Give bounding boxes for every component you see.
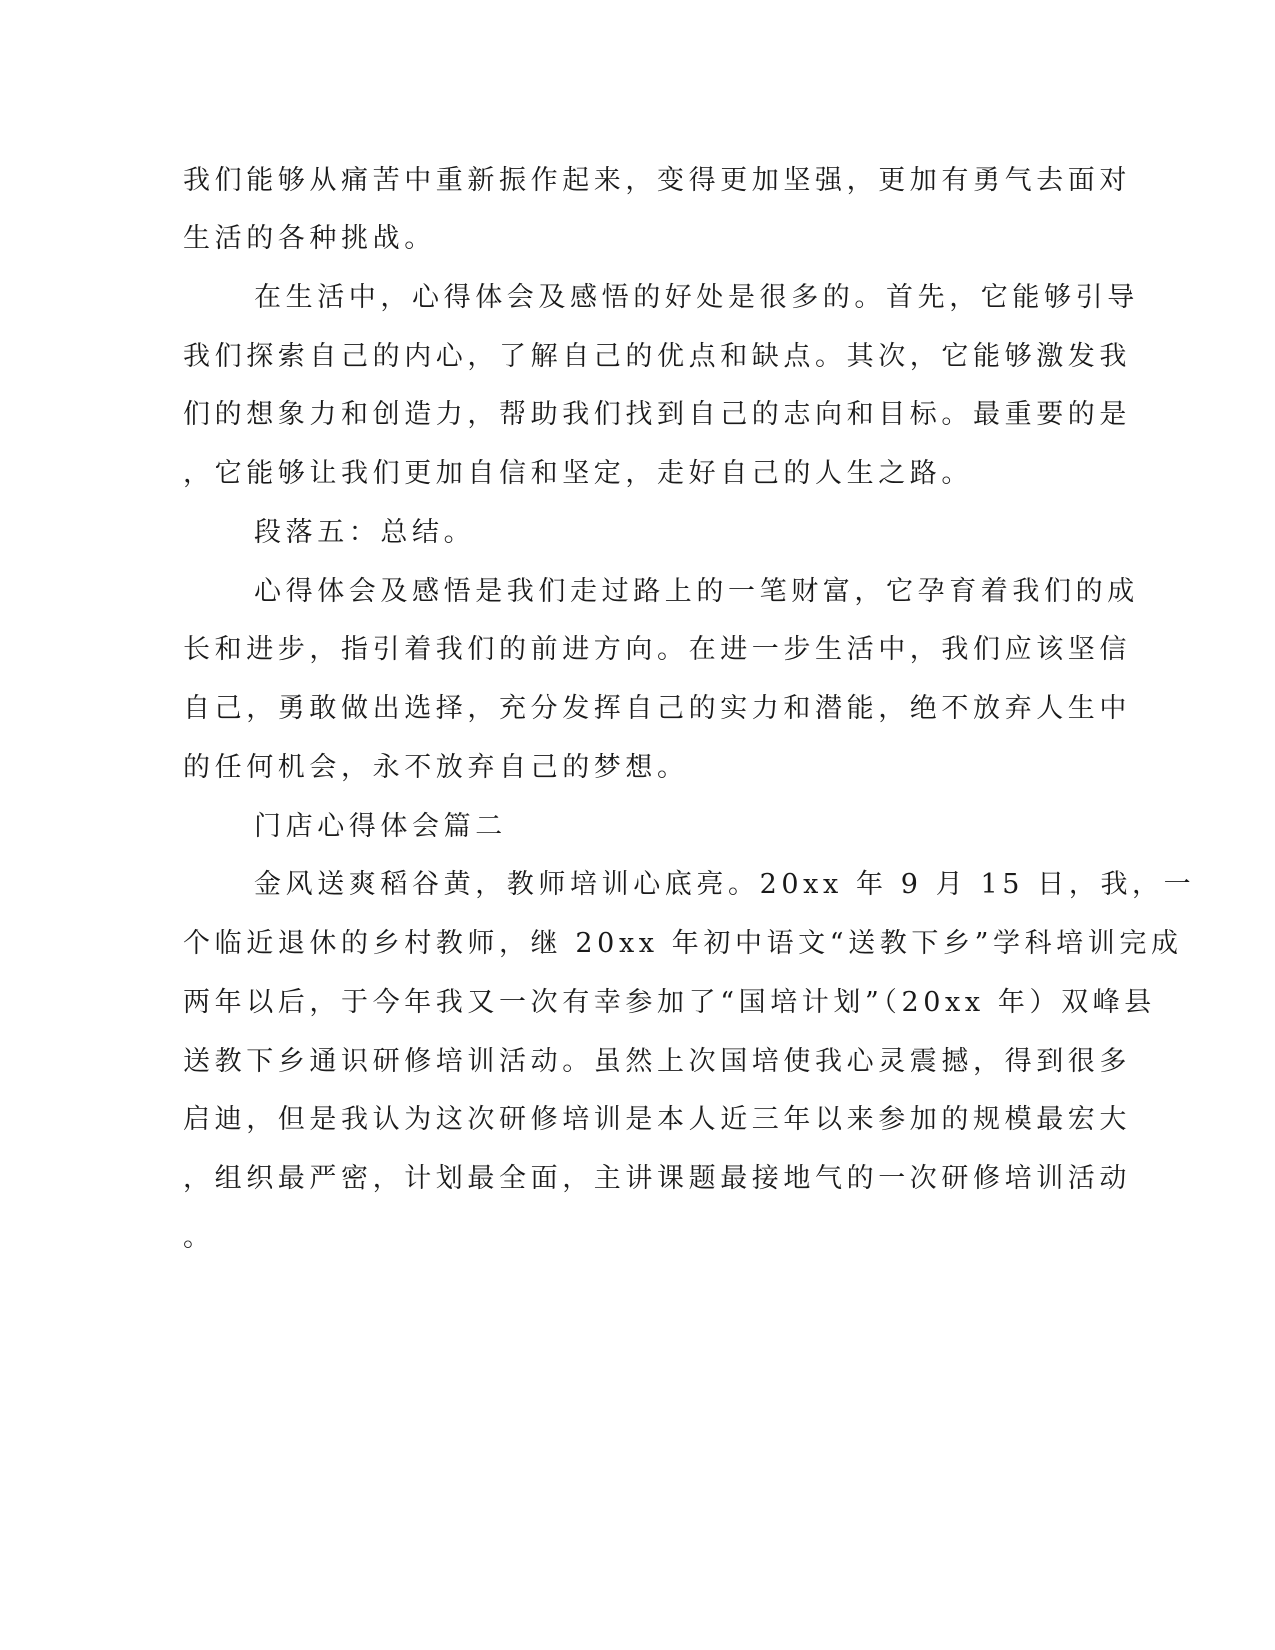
section-heading: 段落五：总结。	[254, 517, 476, 548]
section-heading: 门店心得体会篇二	[254, 811, 507, 842]
text-line: 在生活中，心得体会及感悟的好处是很多的。首先，它能够引导	[254, 282, 1139, 313]
text-line: 长和进步，指引着我们的前进方向。在进一步生活中，我们应该坚信	[183, 634, 1131, 665]
text-line: ，它能够让我们更加自信和坚定，走好自己的人生之路。	[183, 458, 973, 489]
text-line: 心得体会及感悟是我们走过路上的一笔财富，它孕育着我们的成	[254, 576, 1139, 607]
text-line: 金风送爽稻谷黄，教师培训心底亮。20xx 年 9 月 15 日，我，一	[254, 869, 1196, 900]
text-line: 生活的各种挑战。	[183, 223, 436, 254]
text-line: 们的想象力和创造力，帮助我们找到自己的志向和目标。最重要的是	[183, 399, 1131, 430]
text-line: 送教下乡通识研修培训活动。虽然上次国培使我心灵震撼，得到很多	[183, 1046, 1131, 1077]
text-line: 两年以后，于今年我又一次有幸参加了“国培计划”（20xx 年）双峰县	[183, 987, 1156, 1018]
text-line: 。	[183, 1222, 215, 1253]
text-line: ，组织最严密，计划最全面，主讲课题最接地气的一次研修培训活动	[183, 1163, 1131, 1194]
text-line: 启迪，但是我认为这次研修培训是本人近三年以来参加的规模最宏大	[183, 1104, 1131, 1135]
text-line: 自己，勇敢做出选择，充分发挥自己的实力和潜能，绝不放弃人生中	[183, 693, 1131, 724]
text-line: 我们探索自己的内心，了解自己的优点和缺点。其次，它能够激发我	[183, 341, 1131, 372]
text-line: 我们能够从痛苦中重新振作起来，变得更加坚强，更加有勇气去面对	[183, 165, 1131, 196]
text-line: 个临近退休的乡村教师，继 20xx 年初中语文“送教下乡”学科培训完成	[183, 928, 1183, 959]
text-line: 的任何机会，永不放弃自己的梦想。	[183, 752, 689, 783]
